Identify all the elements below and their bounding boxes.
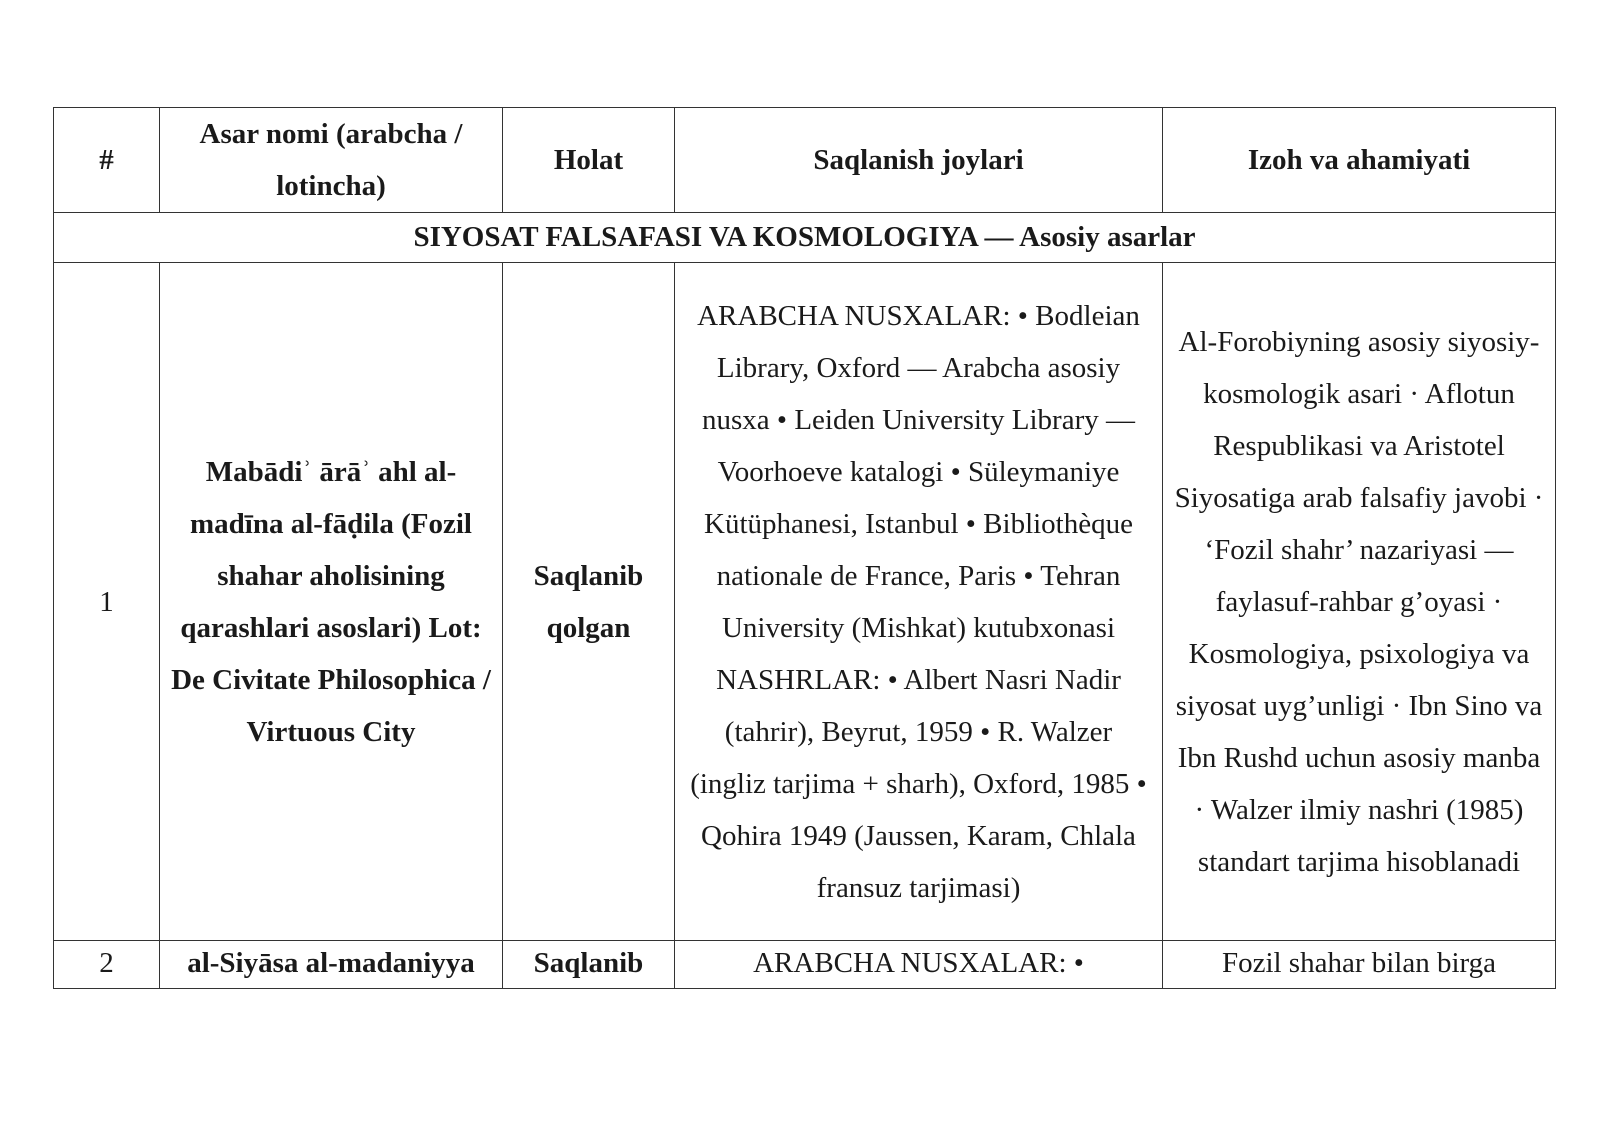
header-notes: Izoh va ahamiyati	[1163, 108, 1556, 213]
table-row	[54, 941, 1556, 989]
work-status: Saqlanib qolgan	[503, 263, 675, 941]
header-work-name: Asar nomi (arabcha / lotincha)	[160, 108, 503, 213]
row-number: 1	[54, 263, 160, 941]
section-row	[54, 213, 1556, 263]
work-notes: Al-Forobiyning asosiy siyosiy-kosmologik asari · Aflotun Respublikasi va Aristotel Siyosatiga arab falsafiy javobi · ‘Fozil shahr’ nazariyasi — faylasuf-rahbar g’oyasi · Kosmologiya, psixologiya va siyosat uyg’unligi · Ibn Sino va Ibn Rushd uchun asosiy manba · Walzer ilmiy nashri (1985) standart tarjima hisoblanadi	[1163, 263, 1556, 941]
work-locations: ARABCHA NUSXALAR: • Bodleian Library, Oxford — Arabcha asosiy nusxa • Leiden University Library — Voorhoeve katalogi • Süleymaniye Kütüphanesi, Istanbul • Bibliothèque nationale de France, Paris • Tehran University (Mishkat) kutubxonasi NASHRLAR: • Albert Nasri Nadir (tahrir), Beyrut, 1959 • R. Walzer (ingliz tarjima + sharh), Oxford, 1985 • Qohira 1949 (Jaussen, Karam, Chlala fransuz tarjimasi)	[675, 263, 1163, 941]
section-title: SIYOSAT FALSAFASI VA KOSMOLOGIYA — Asosiy asarlar	[54, 213, 1556, 263]
work-locations: ARABCHA NUSXALAR: •	[675, 941, 1163, 989]
header-locations: Saqlanish joylari	[675, 108, 1163, 213]
header-status: Holat	[503, 108, 675, 213]
header-row	[54, 108, 1556, 213]
work-status: Saqlanib	[503, 941, 675, 989]
work-notes: Fozil shahar bilan birga	[1163, 941, 1556, 989]
header-number: #	[54, 108, 160, 213]
table-row	[54, 263, 1556, 941]
work-name: al-Siyāsa al-madaniyya	[160, 941, 503, 989]
work-name: Mabādiʾ ārāʾ ahl al-madīna al-fāḍila (Fozil shahar aholisining qarashlari asoslari) Lot: De Civitate Philosophica / Virtuous City	[160, 263, 503, 941]
row-number: 2	[54, 941, 160, 989]
works-table	[53, 107, 1556, 989]
